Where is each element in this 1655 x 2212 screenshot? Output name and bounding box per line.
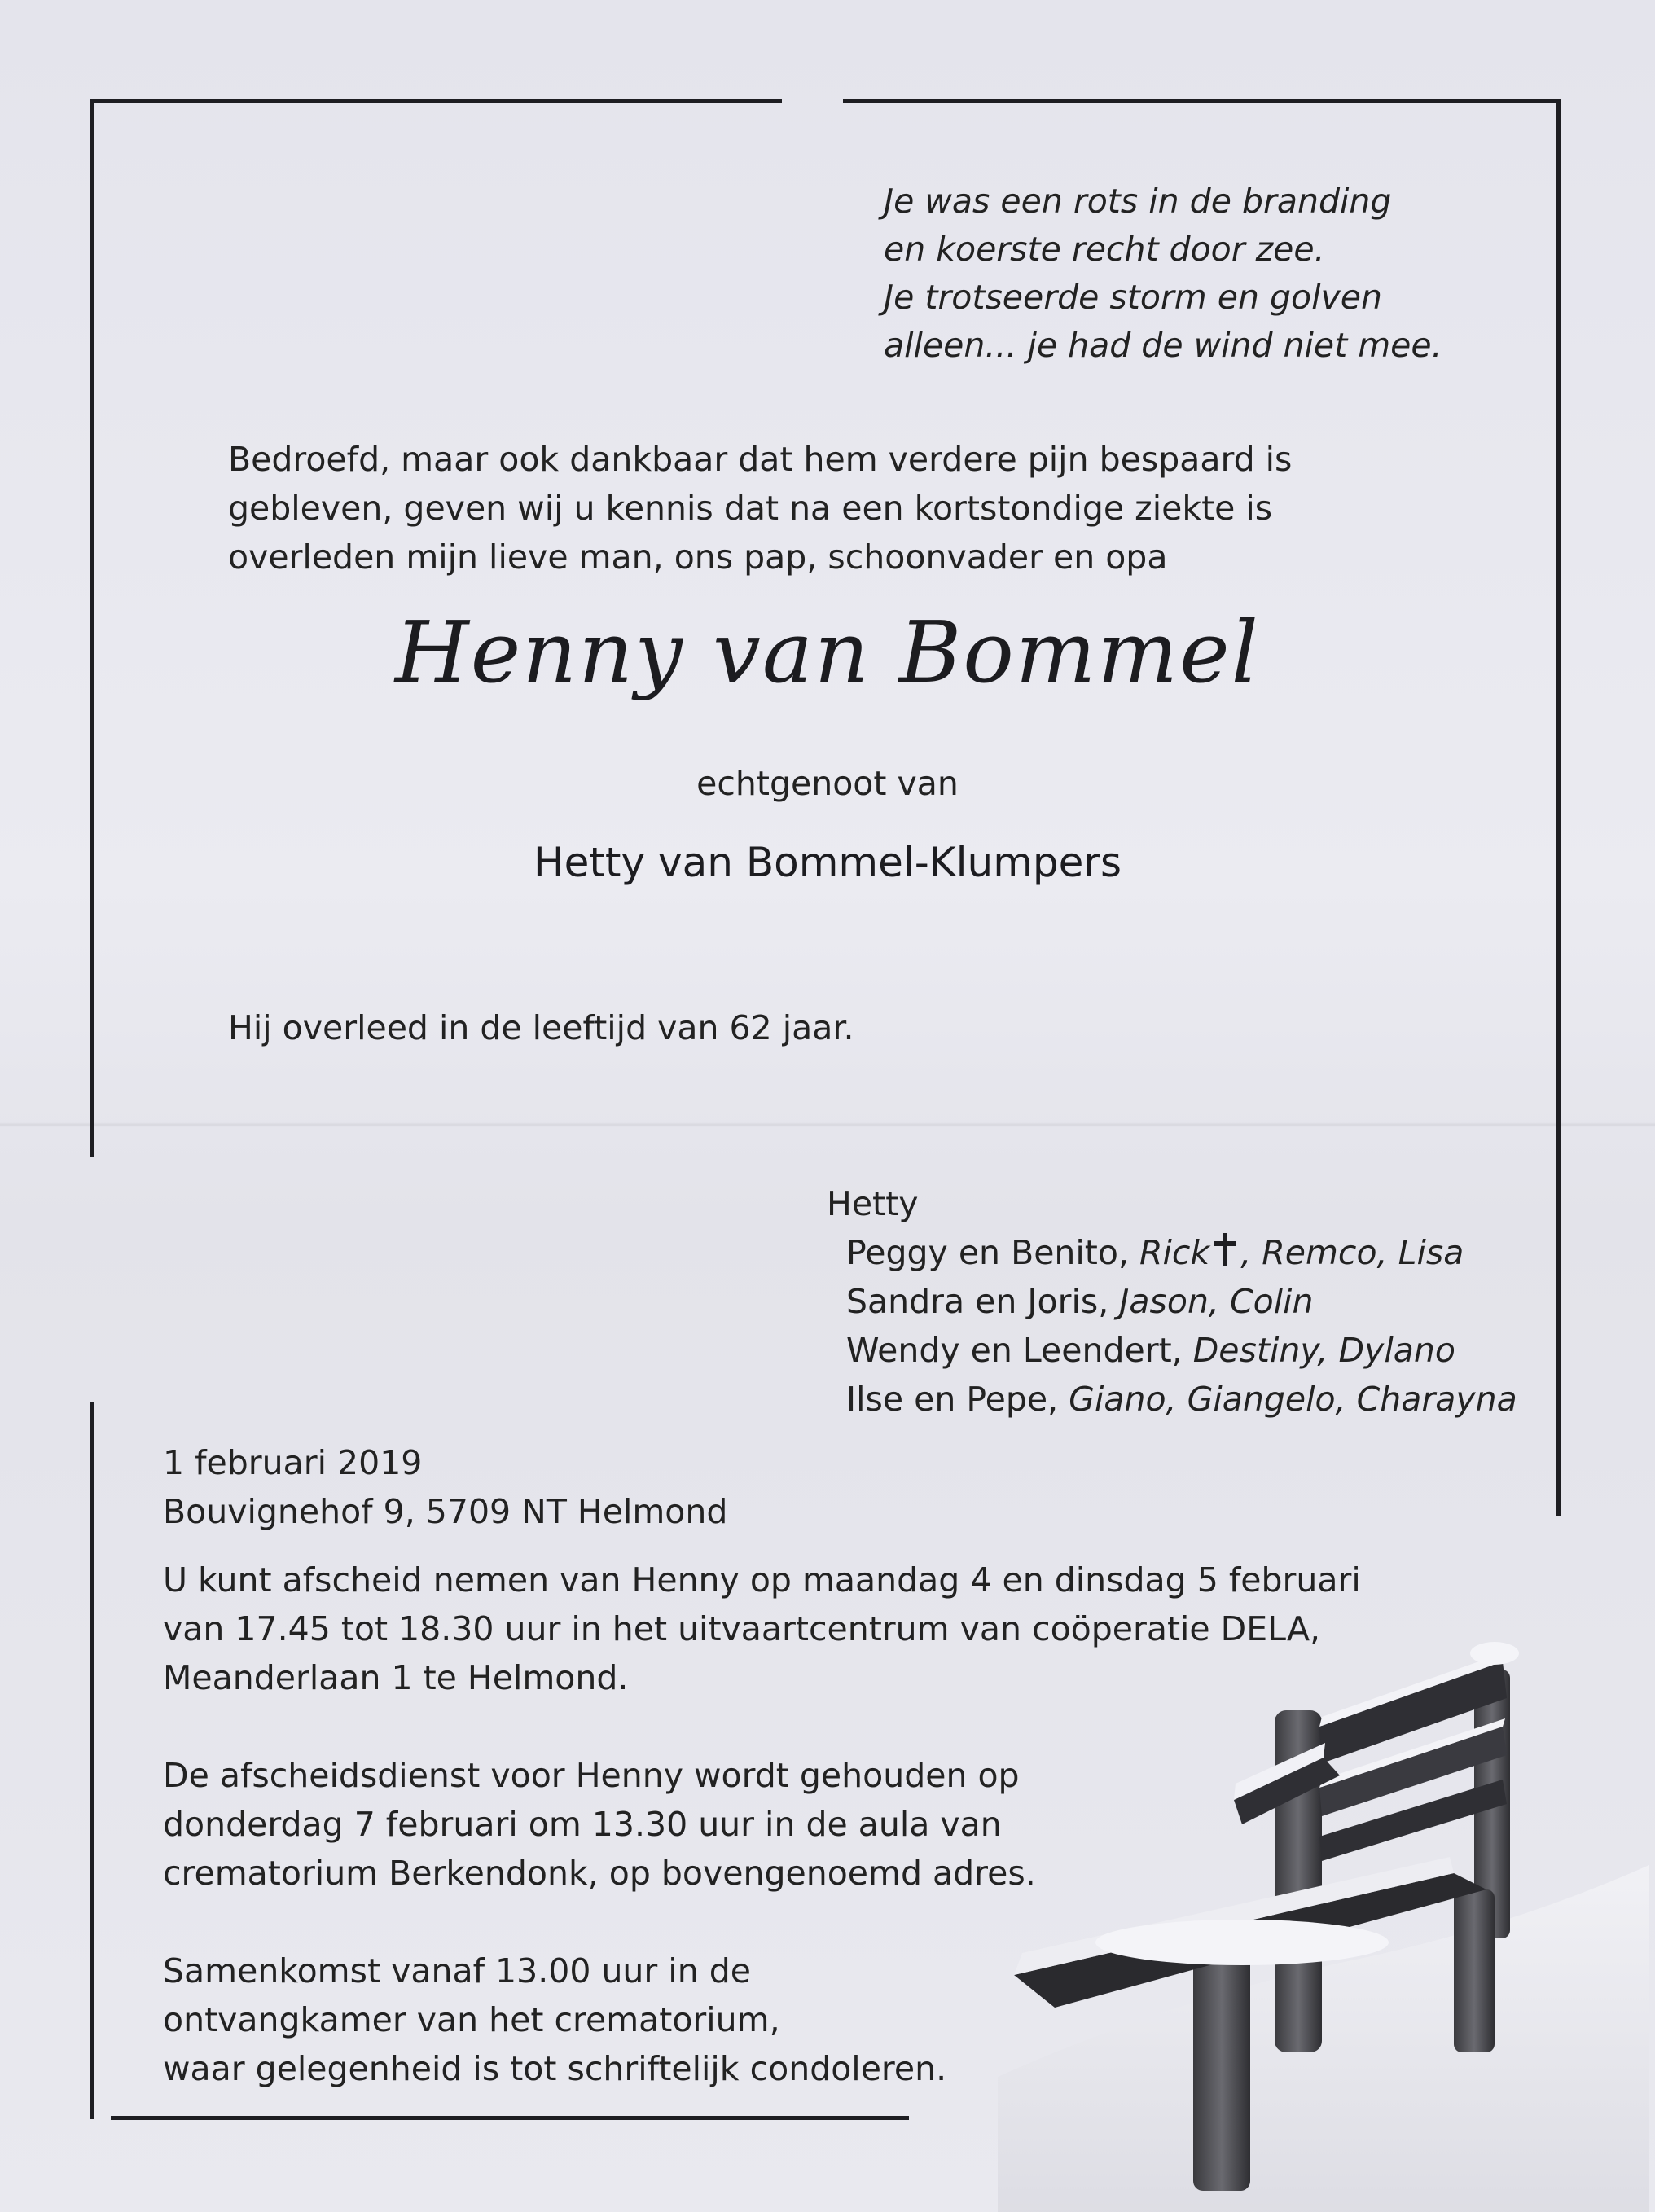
service-line: crematorium Berkendonk, op bovengenoemd adres. (163, 1854, 1036, 1893)
gathering-line: waar gelegenheid is tot schriftelijk condoleren. (163, 2049, 947, 2088)
family-children: Jason, Colin (1119, 1282, 1314, 1321)
family-list (827, 1179, 1517, 1424)
family-parents: Sandra en Joris, (846, 1282, 1109, 1321)
deceased-name: Henny van Bommel (395, 603, 1260, 702)
visitation-line: U kunt afscheid nemen van Henny op maandag 4 en dinsdag 5 februari (163, 1560, 1361, 1600)
announcement-line: Bedroefd, maar ook dankbaar dat hem verdere pijn bespaard is (228, 440, 1293, 479)
service-line: De afscheidsdienst voor Henny wordt gehouden op (163, 1756, 1020, 1795)
family-row (827, 1228, 1517, 1277)
poem (884, 178, 1503, 370)
visitation-line: van 17.45 tot 18.30 uur in het uitvaartcentrum van coöperatie DELA, (163, 1609, 1321, 1648)
announcement-line: overleden mijn lieve man, ons pap, schoonvader en opa (228, 538, 1168, 577)
family-row (827, 1326, 1517, 1375)
poem-line: Je trotseerde storm en golven (884, 278, 1382, 317)
family-child: Rick (1139, 1233, 1210, 1272)
poem-line: Je was een rots in de branding (884, 182, 1392, 221)
family-children: , Remco, Lisa (1240, 1233, 1464, 1272)
date-address (163, 1438, 727, 1536)
address-line: Bouvignehof 9, 5709 NT Helmond (163, 1492, 728, 1531)
family-parents: Peggy en Benito, (846, 1233, 1129, 1272)
paper-fold-line (0, 1122, 1655, 1127)
frame-top-left-rule (90, 99, 782, 103)
family-row (827, 1375, 1517, 1424)
gathering-line: ontvangkamer van het crematorium, (163, 2000, 780, 2039)
family-row (827, 1277, 1517, 1326)
frame-left-rule-lower (90, 1402, 94, 2119)
date-line: 1 februari 2019 (163, 1443, 423, 1482)
frame-right-rule (1556, 99, 1561, 1516)
announcement-line: gebleven, geven wij u kennis dat na een kortstondige ziekte is (228, 489, 1273, 528)
family-parents: Ilse en Pepe, (846, 1380, 1059, 1419)
family-parents: Wendy en Leendert, (846, 1331, 1183, 1370)
poem-line: en koerste recht door zee. (884, 230, 1325, 269)
frame-bottom-rule (111, 2116, 909, 2120)
gathering-line: Samenkomst vanaf 13.00 uur in de (163, 1951, 751, 1990)
visitation-line: Meanderlaan 1 te Helmond. (163, 1658, 629, 1697)
family-head: Hetty (827, 1184, 919, 1223)
announcement-paragraph (228, 435, 1292, 582)
snowy-bench-image (998, 1621, 1649, 2212)
frame-top-right-rule (843, 99, 1561, 103)
gathering-paragraph (163, 1946, 946, 2093)
service-line: donderdag 7 februari om 13.30 uur in de aula van (163, 1805, 1002, 1844)
service-paragraph (163, 1751, 1036, 1898)
family-children: Destiny, Dylano (1192, 1331, 1455, 1370)
cross-icon (1213, 1233, 1237, 1266)
age-line: Hij overleed in de leeftijd van 62 jaar. (228, 1008, 854, 1047)
family-children: Giano, Giangelo, Charayna (1069, 1380, 1517, 1419)
spouse-name: Hetty van Bommel-Klumpers (533, 839, 1122, 886)
poem-line: alleen... je had de wind niet mee. (884, 326, 1442, 365)
spouse-label: echtgenoot van (696, 764, 959, 803)
